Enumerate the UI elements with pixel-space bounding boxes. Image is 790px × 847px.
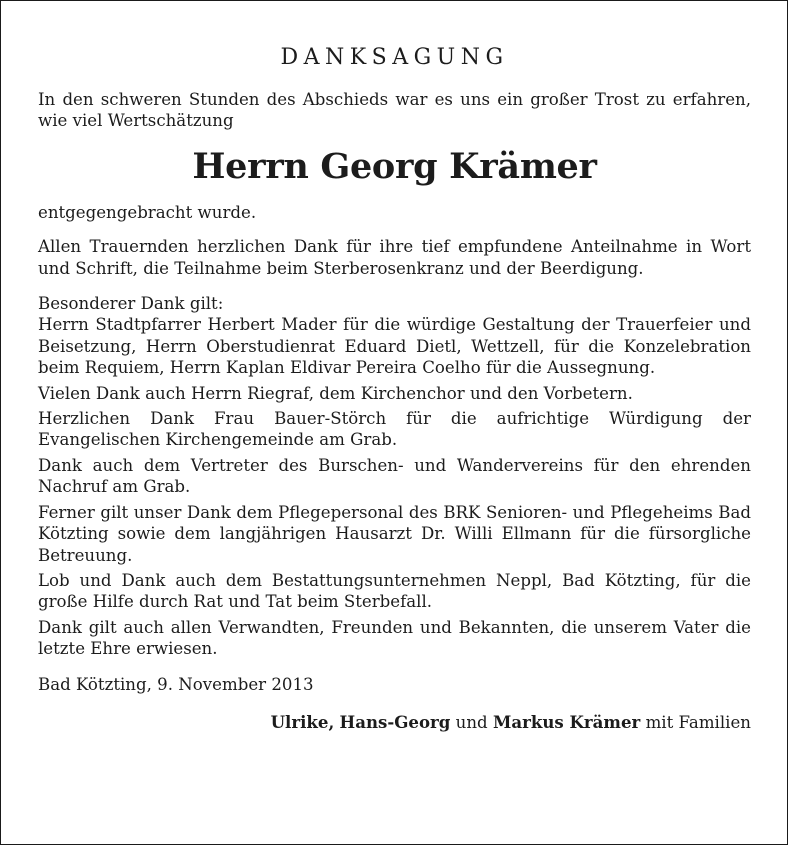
intro-continuation: entgegengebracht wurde. [38,202,257,222]
thanks-paragraph: Ferner gilt unser Dank dem Pflegepersonal des BRK Senioren- und Pflegeheims Bad Kötzting sowie dem langjährigen Hausarzt Dr. Willi Ellmann für die fürsorgliche Betreuung. [38,502,751,565]
signature-name-markus: Markus Krämer [492,711,641,732]
thanks-paragraph: Dank auch dem Vertreter des Burschen- und Wandervereins für den ehrenden Nachruf am Grab. [38,455,751,497]
signature-name-hans-georg: Hans-Georg [339,711,451,732]
special-thanks-label: Besonderer Dank gilt: [38,294,224,314]
thanks-paragraph: Vielen Dank auch Herrn Riegraf, dem Kirchenchor und den Vorbetern. [38,383,633,403]
thanks-paragraph: Dank gilt auch allen Verwandten, Freunden und Bekannten, die unserem Vater die letzte Ehre erwiesen. [38,617,751,659]
deceased-name: Herrn Georg Krämer [192,145,597,187]
signature [38,712,751,733]
thanks-paragraph: Lob und Dank auch dem Bestattungsunternehmen Neppl, Bad Kötzting, für die große Hilfe durch Rat und Tat beim Sterbefall. [38,570,751,612]
signature-name-ulrike: Ulrike, [270,711,335,732]
notice-heading: DANKSAGUNG [280,45,509,70]
signature-conjunction: und [455,712,488,732]
notice-content [38,43,751,733]
place-date: Bad Kötzting, 9. November 2013 [38,674,314,694]
thanks-paragraph: Herrn Stadtpfarrer Herbert Mader für die würdige Gestaltung der Trauerfeier und Beisetzung, Herrn Oberstudienrat Eduard Dietl, Wettzell, für die Konzelebration beim Requiem, Herrn Kaplan Eldivar Pereira Coelho für die Aussegnung. [38,315,751,378]
general-thanks: Allen Trauernden herzlichen Dank für ihre tief empfundene Anteilnahme in Wort und Schrift, die Teilnahme beim Sterberosenkranz und der Beerdigung. [38,237,751,278]
thanks-paragraph: Herzlichen Dank Frau Bauer-Störch für die aufrichtige Würdigung der Evangelischen Kirchengemeinde am Grab. [38,409,751,450]
signature-suffix: mit Familien [645,712,751,732]
intro-text: In den schweren Stunden des Abschieds war es uns ein großer Trost zu erfahren, wie viel Wertschätzung [38,90,751,131]
